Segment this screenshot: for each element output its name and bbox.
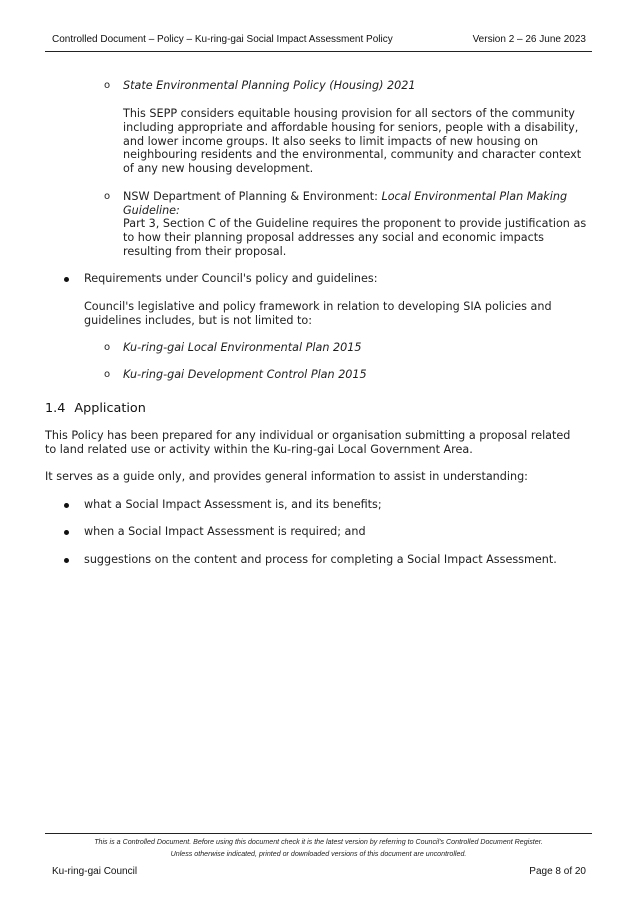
circle-bullet-icon: o [104,80,111,91]
list-item: when a Social Impact Assessment is required; and [84,525,366,538]
footer-controlled-note: This is a Controlled Document. Before using this document check it is the latest version by referring to Council's Controlled Document Register. [94,838,543,846]
application-paragraph-1: This Policy has been prepared for any individual or organisation submitting a proposal related to land related use or activity within the Ku-ring-gai Local Government Area. [45,429,571,456]
list-item: suggestions on the content and process for completing a Social Impact Assessment. [84,553,557,566]
lep-guideline-prefix: NSW Department of Planning & Environment: [123,190,382,203]
bullet-icon [64,558,69,563]
circle-bullet-icon: o [104,342,111,353]
lep-guideline-line [123,190,603,218]
bullet-icon [64,530,69,535]
list-item: what a Social Impact Assessment is, and its benefits; [84,498,382,511]
footer-uncontrolled-note: Unless otherwise indicated, printed or downloaded versions of this document are uncontrolled. [170,850,467,858]
bullet-icon [64,503,69,508]
bullet-icon [64,277,69,282]
section-title: Application [74,401,146,416]
application-paragraph-2: It serves as a guide only, and provides general information to assist in understanding: [45,470,528,483]
lep-guideline-title: Local Environmental Plan Making Guideline: [123,190,568,217]
footer-organisation: Ku-ring-gai Council [52,866,138,877]
footer-page-number: Page 8 of 20 [529,866,586,877]
lep-2015-title: Ku-ring-gai Local Environmental Plan 2015 [123,341,362,354]
circle-bullet-icon: o [104,369,111,380]
circle-bullet-icon: o [104,191,111,202]
requirements-bullet-text: Requirements under Council's policy and guidelines: [84,272,378,285]
lep-guideline-description: Part 3, Section C of the Guideline requires the proponent to provide justification as to how their planning proposal addresses any social and economic impacts resulting from their proposal. [123,217,587,258]
footer-divider [45,833,592,834]
requirements-description: Council's legislative and policy framework in relation to developing SIA policies and guidelines includes, but is not limited to: [84,300,552,327]
dcp-2015-title: Ku-ring-gai Development Control Plan 2015 [123,368,367,381]
header-document-title: Controlled Document – Policy – Ku-ring-gai Social Impact Assessment Policy [52,34,393,45]
section-number: 1.4 [45,401,66,416]
header-divider [45,51,592,52]
sepp-housing-description: This SEPP considers equitable housing provision for all sectors of the community including appropriate and affordable housing for seniors, people with a disability, and lower income groups. It also seeks to limit impacts of new housing on neighbouring residents and the environmental, community and character context of any new housing development. [123,107,582,176]
section-heading [45,401,146,416]
header-version: Version 2 – 26 June 2023 [472,34,586,45]
sepp-housing-title: State Environmental Planning Policy (Housing) 2021 [123,79,416,92]
